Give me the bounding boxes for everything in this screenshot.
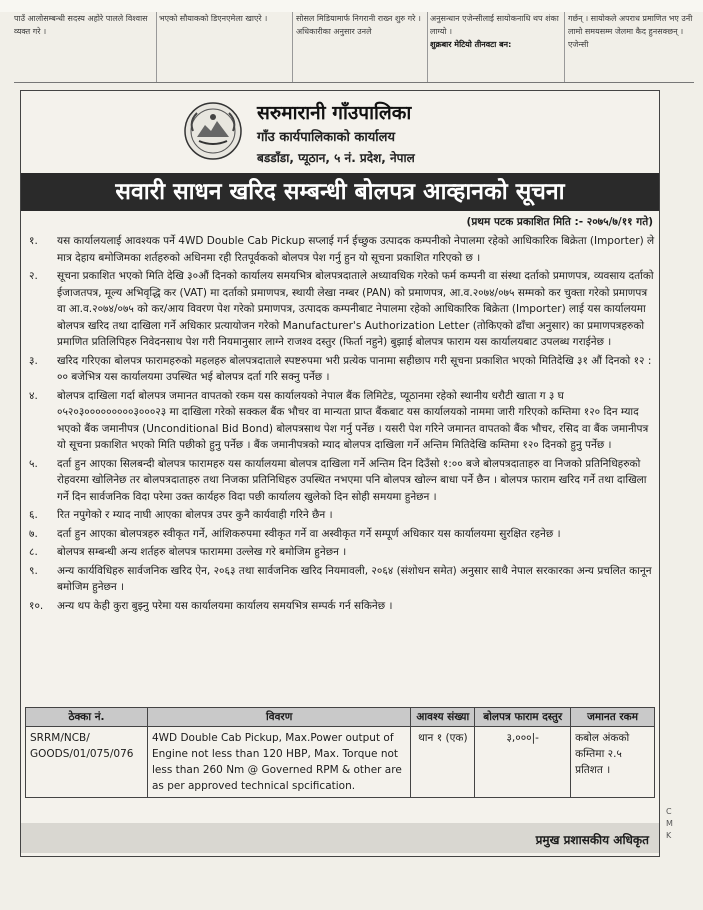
item-number: ४.: [29, 389, 38, 402]
item-text: अन्य थप केही कुरा बुझ्नु परेमा यस कार्यालयमा कार्यालय समयभित्र सम्पर्क गर्न सकिनेछ ।: [57, 599, 393, 612]
news-text: अनुसन्धान एजेन्सीलाई सायोकनाधि थप शंका लाग्यो ।: [430, 14, 559, 36]
column-divider: [156, 12, 157, 82]
news-text: गर्छन् । सायोकले अपराध प्रमाणित भए उनी लामो समयसम्म जेलमा कैद हुनसक्छन् । एजेन्सी: [568, 14, 693, 49]
item-text: बोलपत्र दाखिला गर्दा बोलपत्र जमानत वापतको रकम यस कार्यालयको नेपाल बैंक लिमिटेड, प्यूठानमा रहेको स्थानीय धरौटी खाता ग ३ घ ०५२०३०००००००००३०००२३ मा दाखिला गरेको सक्कल बैंक भौचर वा मान्यता प्राप्त बैंकबाट यस कार्यालयको नाममा जारी गरिएको कम्तिमा १२० दिन म्याद भएको बैंक जमानीपत्र (Unconditional Bid Bond) बोलपत्रसाथ पेश गर्नु पर्नेछ । यसरी पेश गरिने जमानत वापतको बैंक भौचर, रसिद वा बैंक जमानीपत्र यो सूचना प्रकाशित भएको मिति पछीको हुनु पर्नेछ । बैंक जमानीपत्रको म्याद बोलपत्र दाखिला गर्ने अन्तिम मितिदेखि कम्तिमा १२० दिनको हुनु पर्नेछ ।: [57, 389, 649, 451]
item-text: बोलपत्र सम्बन्धी अन्य शर्तहरु बोलपत्र फाराममा उल्लेख गरे बमोजिम हुनेछन ।: [57, 546, 347, 558]
conditions-list: [29, 233, 655, 616]
item-number: ८.: [29, 546, 38, 558]
tender-notice: [20, 90, 660, 857]
news-column-4: [430, 12, 562, 82]
condition-item: [29, 353, 655, 386]
condition-item: [29, 388, 655, 454]
header-description: विवरण: [147, 708, 410, 727]
item-number: ७.: [29, 527, 38, 540]
cell-description: 4WD Double Cab Pickup, Max.Power output of Engine not less than 120 HBP, Max. Torque not less than 260 Nm @ Governed RPM & other are as per approved technical spcification.: [147, 727, 410, 798]
item-number: २.: [29, 270, 38, 282]
tender-spec-table: [25, 707, 655, 798]
item-text: दर्ता हुन आएका बोलपत्रहरु स्वीकृत गर्ने, आंशिकरुपमा स्वीकृत गर्ने वा अस्वीकृत गर्ने सम्पूर्ण अधिकार यस कार्यालयमा सुरक्षित रहनेछ ।: [57, 527, 561, 540]
cell-security: कबोल अंकको कम्तिमा २.५ प्रतिशत ।: [571, 727, 655, 798]
header-contract-no: ठेक्का नं.: [26, 708, 148, 727]
item-number: ५.: [29, 457, 38, 470]
item-number: १.: [29, 235, 38, 247]
mark-m: M: [666, 819, 673, 828]
notice-title: सवारी साधन खरिद सम्बन्धी बोलपत्र आव्हानको सूचना: [21, 173, 659, 211]
org-name: सरुमारानी गाँउपालिका: [257, 102, 412, 124]
condition-item: [29, 456, 655, 506]
news-column-1: [14, 12, 154, 82]
item-text: यस कार्यालयलाई आवश्यक पर्ने 4WD Double Cab Pickup सप्लाई गर्न ईच्छुक उत्पादक कम्पनीको नेपालमा रहेको आधिकारिक बिक्रेता (Importer) ले मात्र देहाय बमोजिमका शर्तहरुको अधिनमा रही रितपूर्वकको बोलपत्र पेश गर्नु हुन यो सूचना प्रकाशित गरिएको छ ।: [57, 235, 655, 264]
nepal-emblem-icon: [183, 101, 243, 161]
news-strip: [14, 12, 694, 83]
cell-quantity: थान १ (एक): [411, 727, 475, 798]
condition-item: [29, 563, 655, 596]
header-form-fee: बोलपत्र फाराम दस्तुर: [475, 708, 571, 727]
condition-item: [29, 268, 655, 351]
header-quantity: आवश्य संख्या: [411, 708, 475, 727]
news-text: सोसल मिडियामार्फ निगरानी राख्न शुरु गरे । अधिकारीका अनुसार उनले: [296, 14, 421, 36]
paper-edge: [0, 0, 703, 12]
signatory: प्रमुख प्रशासकीय अधिकृत: [535, 833, 649, 847]
item-text: दर्ता हुन आएका सिलबन्दी बोलपत्र फारामहरु यस कार्यालयमा बोलपत्र दाखिला गर्ने अन्तिम दिन दिउँसो १:०० बजे बोलपत्रदाताहरु वा निजको प्रतिनिधिहरुको रोहवरमा खोलिनेछ तर बोलपत्रदाताहरु तथा निजका प्रतिनिधिहरु उपस्थित नभएमा पनि बोलपत्र खोल्न बाधा पर्ने छैन । बोलपत्र फाराम खरिद गर्ने तथा दाखिला गर्ने दिन सार्वजनिक विदा परेमा उक्त कार्यहरु विदा पछी कार्यालय खुलेको दिन सोही समयमा हुनेछन ।: [57, 457, 647, 503]
office-name: गाँउ कार्यपालिकाको कार्यालय: [257, 130, 395, 145]
table-row: [26, 727, 655, 798]
mark-k: K: [666, 831, 672, 840]
news-text: पाउँ आलोसम्बन्धी सदस्य अहोरे पालले विश्वास व्यक्त गरे ।: [14, 14, 148, 36]
news-column-2: [159, 12, 289, 82]
news-text: भएको सौयाकको डिएनएमेला खाएरे ।: [159, 14, 268, 23]
news-headline: शुक्रबार मेटियो तीनवटा बन:: [430, 40, 512, 49]
mark-c: C: [666, 807, 672, 816]
news-column-3: [296, 12, 426, 82]
item-number: ३.: [29, 354, 38, 367]
item-text: खरिद गरिएका बोलपत्र फारामहरुको महलहरु बोलपत्रदाताले स्पष्टरुपमा भरी प्रत्येक पानामा सहीछाप गरी सूचना प्रकाशित भएको मितिदेखि ३१ औं दिनको १२ : ०० बजेभित्र यस कार्यालयमा उपस्थित भई बोलपत्र दर्ता गरि सक्नु पर्नेछ ।: [57, 354, 652, 383]
item-number: ९.: [29, 564, 38, 577]
header-security: जमानत रकम: [571, 708, 655, 727]
item-text: अन्य कार्यविधिहरु सार्वजनिक खरिद ऐन, २०६३ तथा सार्वजनिक खरिद नियमावली, २०६४ (संशोधन समेत) अनुसार साथै नेपाल सरकारका अन्य प्रचलित कानून बमोजिम हुनेछन ।: [57, 564, 652, 593]
news-column-5: [568, 12, 694, 82]
condition-item: [29, 598, 655, 615]
condition-item: [29, 233, 655, 266]
column-divider: [427, 12, 428, 82]
publish-date: (प्रथम पटक प्रकाशित मिति :- २०७५/७/११ गते): [466, 216, 653, 228]
column-divider: [564, 12, 565, 82]
condition-item: [29, 526, 655, 543]
item-text: रित नपुगेको र म्याद नाघी आएका बोलपत्र उपर कुनै कार्यवाही गरिने छैन ।: [57, 509, 333, 521]
condition-item: [29, 507, 655, 524]
item-number: १०.: [29, 599, 44, 612]
print-registration-marks: [666, 806, 673, 842]
item-text: सूचना प्रकाशित भएको मिति देखि ३०औं दिनको कार्यालय समयभित्र बोलपत्रदाताले अध्यावधिक गरेको फर्म कम्पनी वा संस्था दर्ताको प्रमाणपत्र, व्यवसाय दर्ताको ईजाजतपत्र, मूल्य अभिवृद्धि कर (VAT) मा दर्ताको प्रमाणपत्र, स्थायी लेखा नम्बर (PAN) को प्रमाणपत्र, आ.व.२०७४/०७५ सम्मको कर चुक्ता गरेको प्रमाणपत्र वा आ.व.२०७४/०७५ को कर/आय विवरण पेश गरेको प्रमाणपत्र, उत्पादक कम्पनीबाट नेपालमा रहेको आधिकारिक बिक्रेता (Importer) लाई यस कार्यालयमा बोलपत्र खरिद तथा दाखिला गर्ने अधिकार प्रत्यायोजन गरेको Manufacturer's Authorization Letter (तोकिएको ढाँचा अनुसार) का प्रमाणपत्रहरुको प्रमाणित प्रतिलिपिहरु निवेदनसाथ पेश गरी नियमानुसार लाग्ने राजश्व दस्तुर (फिर्ता नहुने) बुझाई बोलपत्र फाराम यस कार्यालयबाट उपलब्ध गराईनेछ ।: [57, 270, 654, 348]
column-divider: [292, 12, 293, 82]
item-number: ६.: [29, 509, 38, 521]
table-header-row: [26, 708, 655, 727]
condition-item: [29, 544, 655, 561]
cell-fee: ३,०००|-: [475, 727, 571, 798]
office-address: बडडाँडा, प्यूठान, ५ नं. प्रदेश, नेपाल: [257, 151, 415, 165]
cell-contract-no: SRRM/NCB/ GOODS/01/075/076: [26, 727, 148, 798]
